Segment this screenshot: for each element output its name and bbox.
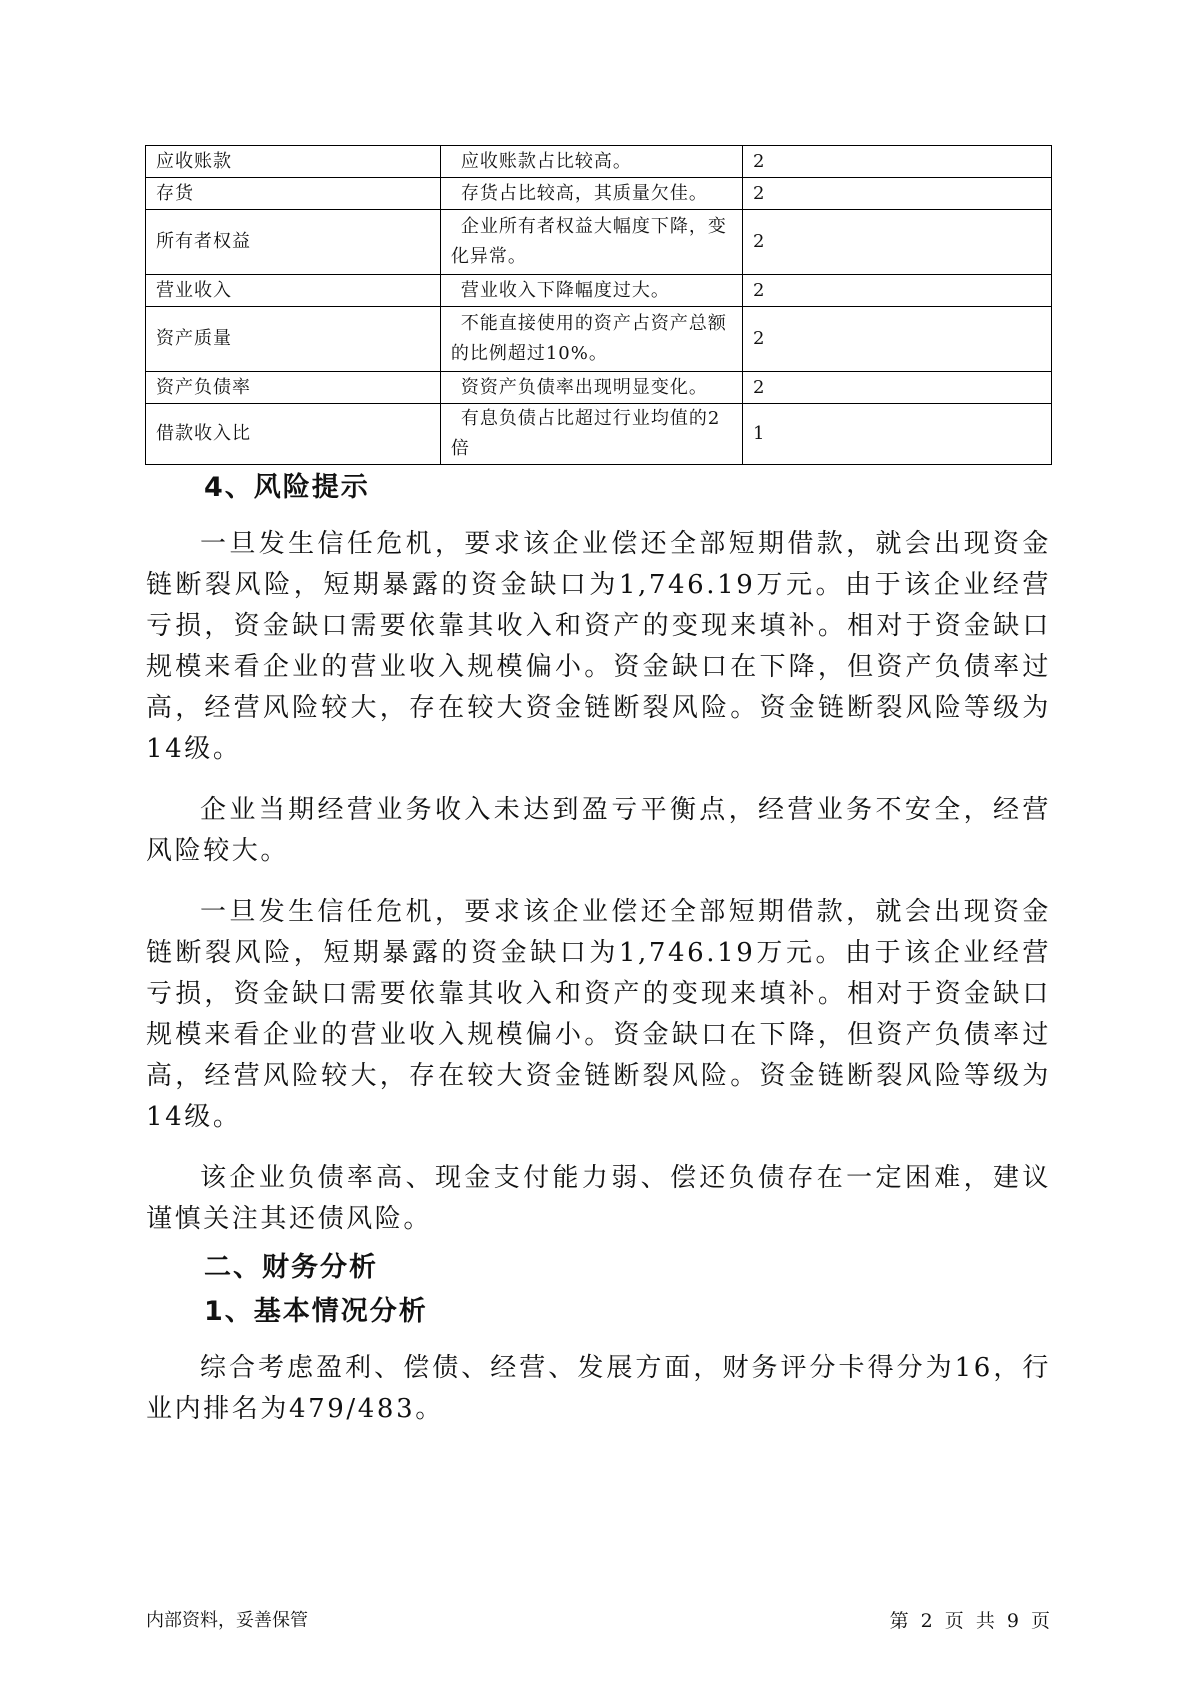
table-cell-score: 1 [743,404,1052,465]
table-cell-desc [440,307,742,372]
body-content [146,466,1051,1430]
risk-paragraph-2: 企业当期经营业务收入未达到盈亏平衡点，经营业务不安全，经营风险较大。 [146,795,1051,866]
table-cell-score: 2 [743,307,1052,372]
risk-indicator-table [145,145,1052,465]
table-cell-desc [440,146,742,178]
table-cell-item: 存货 [146,178,441,210]
footer-page-number: 第 2 页 共 9 页 [889,1610,1051,1632]
table-row [146,404,1052,465]
table-row [146,307,1052,372]
table-row [146,275,1052,307]
finance-section-heading: 二、财务分析 [204,1252,378,1283]
table-cell-item: 借款收入比 [146,404,441,465]
table-cell-desc [440,210,742,275]
risk-paragraph-1: 一旦发生信任危机，要求该企业偿还全部短期借款，就会出现资金链断裂风险，短期暴露的资金缺口为1,746.19万元。由于该企业经营亏损，资金缺口需要依靠其收入和资产的变现来填补。相对于资金缺口规模来看企业的营业收入规模偏小。资金缺口在下降，但资产负债率过高，经营风险较大，存在较大资金链断裂风险。资金链断裂风险等级为14级。 [146,529,1051,764]
risk-section-heading: 4、风险提示 [204,472,370,503]
table-cell-desc [440,178,742,210]
table-row [146,372,1052,404]
table-cell-item: 营业收入 [146,275,441,307]
desc-line: 存货占比较高，其质量欠佳。 [460,182,708,204]
table-cell-score: 2 [743,372,1052,404]
desc-line: 的比例超过10%。 [450,343,608,364]
table-cell-score: 2 [743,275,1052,307]
desc-line: 化异常。 [450,246,527,267]
table-cell-item: 应收账款 [146,146,441,178]
desc-line: 营业收入下降幅度过大。 [460,279,670,301]
desc-line: 不能直接使用的资产占资产总额 [460,313,727,334]
desc-line: 企业所有者权益大幅度下降，变 [460,216,727,237]
table-cell-desc [440,404,742,465]
table-cell-score: 2 [743,210,1052,275]
footer-confidential-note: 内部资料，妥善保管 [146,1610,308,1631]
table-cell-item: 资产质量 [146,307,441,372]
desc-line: 资资产负债率出现明显变化。 [460,376,708,398]
basic-analysis-heading: 1、基本情况分析 [204,1296,428,1327]
table-row [146,210,1052,275]
risk-paragraph-3: 一旦发生信任危机，要求该企业偿还全部短期借款，就会出现资金链断裂风险，短期暴露的资金缺口为1,746.19万元。由于该企业经营亏损，资金缺口需要依靠其收入和资产的变现来填补。相对于资金缺口规模来看企业的营业收入规模偏小。资金缺口在下降，但资产负债率过高，经营风险较大，存在较大资金链断裂风险。资金链断裂风险等级为14级。 [146,897,1051,1132]
table-cell-desc [440,372,742,404]
table-cell-item: 所有者权益 [146,210,441,275]
table-cell-score: 2 [743,178,1052,210]
desc-line: 应收账款占比较高。 [460,150,632,172]
basic-analysis-paragraph: 综合考虑盈利、偿债、经营、发展方面，财务评分卡得分为16，行业内排名为479/483。 [146,1353,1051,1424]
desc-line: 有息负债占比超过行业均值的2倍 [450,408,721,459]
table-row [146,178,1052,210]
table-row [146,146,1052,178]
table-cell-desc [440,275,742,307]
risk-paragraph-4: 该企业负债率高、现金支付能力弱、偿还负债存在一定困难，建议谨慎关注其还债风险。 [146,1163,1051,1234]
table-cell-score: 2 [743,146,1052,178]
table-cell-item: 资产负债率 [146,372,441,404]
